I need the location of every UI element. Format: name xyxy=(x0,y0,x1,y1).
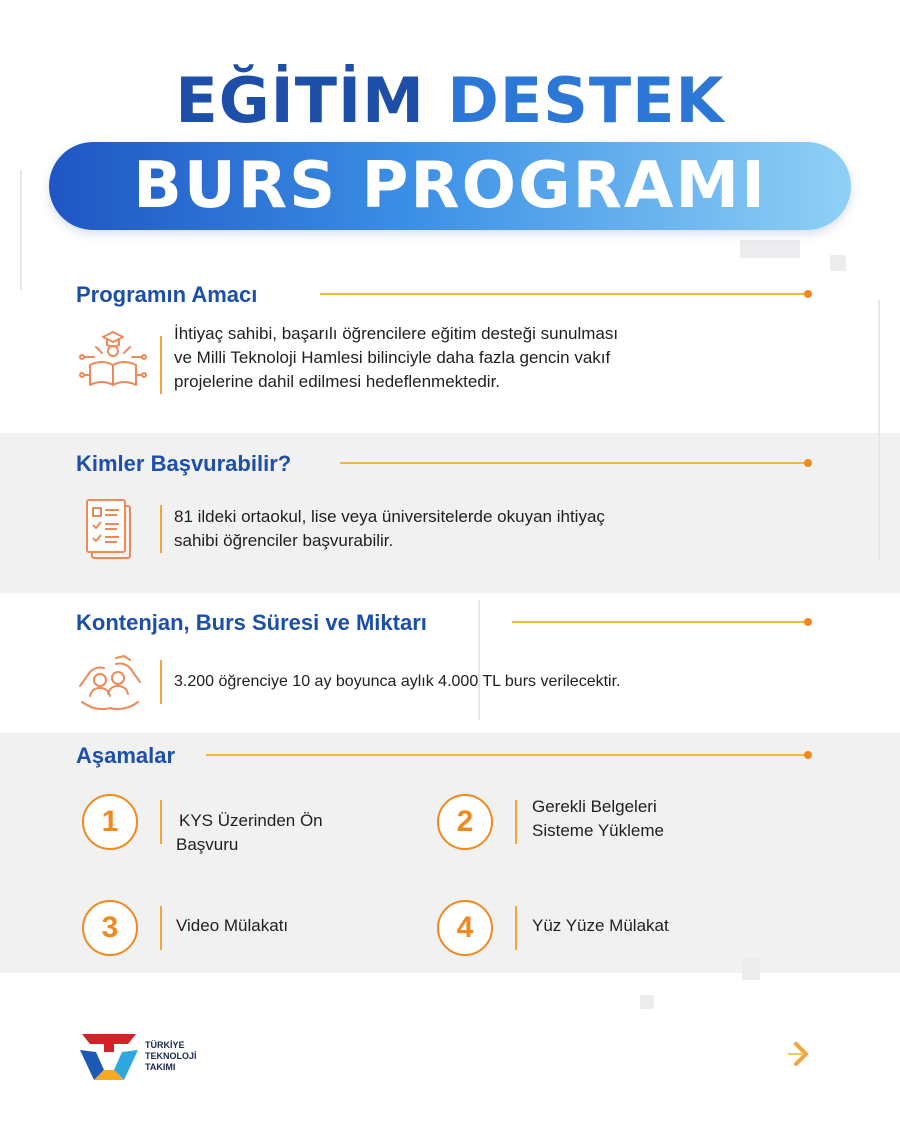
step-number-3: 3 xyxy=(82,900,138,956)
logo-text-line: TEKNOLOJİ xyxy=(145,1051,197,1061)
education-book-icon xyxy=(78,325,148,395)
logo-text xyxy=(145,1040,197,1073)
text-accent-bar xyxy=(515,800,517,844)
section-heading-steps: Aşamalar xyxy=(76,743,176,768)
step-label-line: Gerekli Belgeleri xyxy=(532,797,657,816)
background-decoration xyxy=(20,170,22,290)
support-hands-icon xyxy=(76,650,144,718)
purpose-text xyxy=(174,322,618,394)
title-word-egitim: EĞİTİM xyxy=(175,64,425,137)
section-heading-purpose: Programın Amacı xyxy=(76,282,258,307)
chevron-right-icon[interactable] xyxy=(788,1040,816,1068)
step-label-1 xyxy=(176,809,323,857)
section-divider-dot xyxy=(804,459,812,467)
section-heading-eligibility: Kimler Başvurabilir? xyxy=(76,451,292,476)
section-divider xyxy=(512,621,806,623)
section-heading-quota: Kontenjan, Burs Süresi ve Miktarı xyxy=(76,610,427,635)
section-divider xyxy=(320,293,806,295)
step-label-2 xyxy=(532,795,664,843)
text-line: İhtiyaç sahibi, başarılı öğrencilere eğitim desteği sunulması xyxy=(174,324,619,343)
step-number-4: 4 xyxy=(437,900,493,956)
background-decoration xyxy=(740,240,800,258)
step-number-2: 2 xyxy=(437,794,493,850)
step-label-4: Yüz Yüze Mülakat xyxy=(532,916,669,935)
title-banner xyxy=(49,142,851,230)
text-accent-bar xyxy=(160,660,162,704)
logo-text-line: TÜRKİYE xyxy=(145,1040,185,1050)
section-divider xyxy=(206,754,806,756)
title-word-destek: DESTEK xyxy=(447,64,725,137)
text-line: projelerine dahil edilmesi hedeflenmektedir. xyxy=(174,372,501,391)
text-line: sahibi öğrenciler başvurabilir. xyxy=(174,531,394,550)
text-accent-bar xyxy=(160,505,162,553)
background-decoration xyxy=(742,958,760,980)
section-divider-dot xyxy=(804,290,812,298)
page-title xyxy=(0,64,900,138)
application-form-icon xyxy=(84,496,134,562)
title-banner-text: BURS PROGRAMI xyxy=(133,149,767,223)
background-decoration xyxy=(640,995,654,1009)
text-line: 81 ildeki ortaokul, lise veya üniversitelerde okuyan ihtiyaç xyxy=(174,507,605,526)
logo-text-line: TAKIMI xyxy=(145,1062,176,1072)
quota-text: 3.200 öğrenciye 10 ay boyunca aylık 4.000 TL burs verilecektir. xyxy=(174,673,621,690)
background-decoration xyxy=(478,600,480,720)
step-label-line: KYS Üzerinden Ön xyxy=(179,811,323,830)
text-accent-bar xyxy=(160,800,162,844)
text-line: ve Milli Teknoloji Hamlesi bilinciyle daha fazla gencin vakıf xyxy=(174,348,611,367)
step-number-1: 1 xyxy=(82,794,138,850)
section-divider xyxy=(340,462,806,464)
turkiye-teknoloji-takimi-logo xyxy=(78,1030,140,1084)
background-decoration xyxy=(830,255,846,271)
step-label-3: Video Mülakatı xyxy=(176,916,289,935)
section-divider-dot xyxy=(804,618,812,626)
text-accent-bar xyxy=(160,906,162,950)
section-divider-dot xyxy=(804,751,812,759)
text-accent-bar xyxy=(515,906,517,950)
eligibility-text xyxy=(174,505,605,553)
text-accent-bar xyxy=(160,336,162,394)
step-label-line: Sisteme Yükleme xyxy=(532,821,664,840)
step-label-line: Başvuru xyxy=(176,835,239,854)
background-decoration xyxy=(878,300,880,560)
